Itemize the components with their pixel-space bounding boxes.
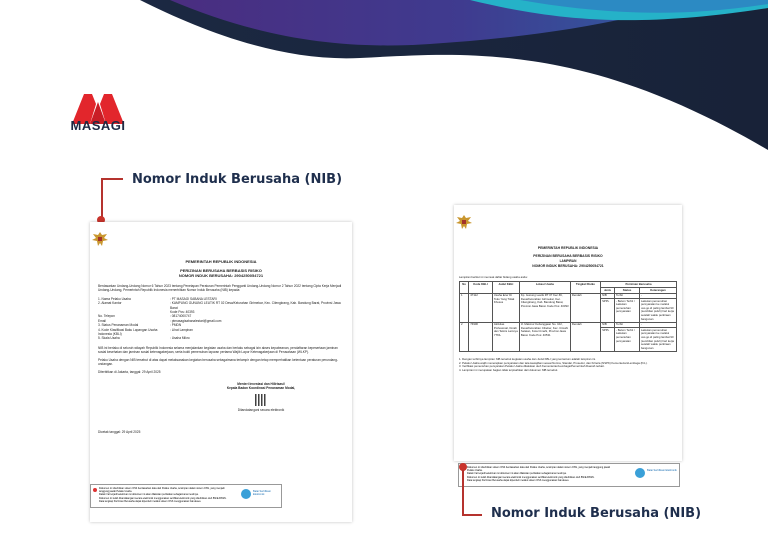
subcol-header: Status: [615, 288, 640, 294]
footer-logo-text: Balai Sertifikasi Elektronik: [647, 469, 677, 472]
footer-logo-text: Balai Sertifikasi Elektronik: [253, 490, 271, 497]
title-bracket-bottom-vertical: [462, 470, 464, 516]
doc1-fields: [98, 297, 344, 341]
cell-status: - Belum Terbit / Lakukan pemenuhan persyaratan: [615, 299, 640, 323]
subcol-header: Keterangan: [640, 288, 677, 294]
cell-ket: -: [640, 293, 677, 299]
cell-ket: Lakukan pemenuhan persyaratan ke melalui oss.go.id paling lambat 90 (sembilan puluh) hari kerja setelah waktu perkiraan bangunan: [640, 299, 677, 323]
doc1-para-activity: Pelaku Usaha dengan NIB tersebut di atas dapat melaksanakan kegiatan berusaha sebagaimana terlampir dengan tetap memperhatikan ketentuan peraturan perundang-undangan.: [98, 357, 338, 367]
doc1-place-date: Diterbitkan di Jakarta, tanggal: 29 April 2025: [98, 369, 161, 374]
doc1-signed-electronically: Ditandatangani secara elektronik: [237, 407, 285, 412]
col-header: Tingkat Risiko: [570, 282, 600, 293]
cell-lokasi: Jl. Makmur Kebanggaan No. 102, Desa/Kelurahan Cibeber, Kec. Cimahi Selatan, Kota Cimahi, Provinsi Jawa Barat. Kode Pos: 40531: [519, 322, 570, 351]
cell-no: 2: [460, 322, 469, 351]
cell-lokasi: Kp. Gunung Leutik RT 07 Kec.66, Desa/Kelurahan Girimekar, Kec. Cilengkrang, Kab. Bandung Barat, Provinsi Jawa Barat. Kode Pos: 40393: [519, 293, 570, 322]
footer-line: Dalam hal terjadi kekeliruan isi dokumen ini akan dilakukan perbaikan sebagaimana mestinya.: [99, 493, 199, 497]
note-item: 4. Lampiran ini merupakan bagian tidak terpisahkan dari dokumen NIB tersebut.: [459, 367, 559, 372]
kbli-table: [459, 281, 677, 352]
doc2-header-license: PERIZINAN BERUSAHA BERBASIS RISIKO: [533, 254, 603, 258]
doc2-notes: [459, 358, 677, 372]
doc1-header-government: PEMERINTAH REPUBLIK INDONESIA: [185, 259, 257, 264]
cell-ket: Lakukan pemenuhan persyaratan ke melalui oss.go.id paling lambat 90 (sembilan puluh) hari kerja setelah waktu perkiraan bangunan: [640, 328, 677, 352]
doc1-intro: Berdasarkan Undang-Undang Nomor 6 Tahun 2023 tentang Penetapan Peraturan Pemerintah Pengganti Undang-Undang Nomor 2 Tahun 2022 tentang Cipta Kerja Menjadi Undang-Undang, Pemerintah Republik Indonesia menerbitkan Nomor Induk Berusaha (NIB) kepada:: [98, 284, 342, 293]
doc1-para-validity: NIB ini berlaku di seluruh wilayah Republik Indonesia selama menjalankan kegiatan usaha dan berlaku sebagai izin akses kepabeanan, pendaftaran kepesertaan jaminan sosial kesehatan dan jaminan sosial ketenagakerjaan, serta bukti pemenuhan laporan pertama Wajib Lapor Ketenagakerjaan di Perusahaan (WLKP).: [98, 345, 338, 355]
col-header: Judul KBLI: [492, 282, 519, 293]
doc2-lead: Lampiran berikut ini memuat daftar bidang usaha anda:: [459, 275, 528, 279]
field-label: 2. Alamat Kantor: [98, 301, 122, 306]
field-label: 1. Nama Pelaku Usaha: [98, 296, 131, 301]
title-bracket-top-vertical: [101, 178, 103, 220]
footer-line: Dokumen ini diterbitkan sistem OSS berdasarkan data dari Pelaku Usaha, tersimpan dalam sistem OSS, yang menjadi tanggung jawab Pelaku Usaha.: [99, 487, 225, 494]
footer-line: Data lengkap Perizinan Berusaha dapat diperoleh melalui sistem OSS menggunakan hak akses.: [467, 478, 570, 482]
footer-line: Data lengkap Perizinan Berusaha dapat diperoleh melalui sistem OSS menggunakan hak akses.: [99, 499, 202, 503]
doc2-header-nib: NOMOR INDUK BERUSAHA: 2904250054721: [532, 264, 604, 268]
field-value: : PMDN: [170, 323, 182, 328]
cell-kode: 47112: [469, 293, 493, 322]
doc1-signer-title: Menteri Investasi dan Hilirisasi/: [237, 381, 285, 386]
subcol-header: Jenis: [601, 288, 615, 294]
cell-jenis: NIB: [601, 293, 615, 299]
cell-risiko: Rendah: [570, 322, 600, 351]
cell-status: Terbit: [615, 293, 640, 299]
doc1-footer-notice: [90, 484, 282, 508]
cell-status: Terbit: [615, 322, 640, 328]
cell-kode: 74900: [469, 322, 493, 351]
qr-code-icon: [255, 394, 267, 406]
field-label: No. Telepon: [98, 314, 115, 319]
bsre-logo-icon: [241, 489, 251, 499]
field-label: 4. Kode Klasifikasi Baku Lapangan Usaha Indonesia (KBLI): [98, 327, 158, 337]
footer-icon: [93, 488, 97, 492]
field-value: : Lihat Lampiran: [170, 327, 193, 332]
cell-ket: -: [640, 322, 677, 328]
top-section-title: Nomor Induk Berusaha (NIB): [132, 172, 343, 187]
doc1-header-nib: NOMOR INDUK BERUSAHA: 2904250054721: [178, 273, 264, 278]
field-value: : 08174000747: [170, 314, 192, 319]
doc2-header-government: PEMERINTAH REPUBLIK INDONESIA: [537, 246, 599, 250]
cell-risiko: Rendah: [570, 293, 600, 322]
note-item: 2. Pelaku Usaha wajib menerapkan persyaratan dan tata kewajiban sesuai Norma, Standar, Prosedur, dan Kriteria (NSPK) Kementerian/Lembaga (K/L).: [459, 360, 648, 365]
doc1-printed-date: Dicetak tanggal: 29 April 2025: [98, 430, 141, 435]
cell-jenis: SPPL: [601, 299, 615, 323]
cell-no: 1: [460, 293, 469, 322]
garuda-emblem-icon: [90, 230, 110, 248]
brand-name: MASAGI: [70, 118, 126, 133]
bsre-logo-icon: [635, 468, 645, 478]
footer-line: Dalam hal terjadi kekeliruan isi dokumen ini akan dilakukan perbaikan sebagaimana mestinya.: [467, 472, 567, 476]
footer-line: Dokumen ini telah ditandatangani secara elektronik menggunakan sertifikat elektronik yang diterbitkan oleh BSrE-BSSN.: [99, 496, 227, 500]
cell-jenis: SPPL: [601, 328, 615, 352]
garuda-emblem-icon: [454, 213, 474, 231]
title-bracket-top-horizontal: [101, 178, 123, 180]
field-label: 3. Status Penanaman Modal: [98, 323, 139, 328]
title-bracket-bottom-horizontal: [462, 514, 482, 516]
doc2-header-attachment: LAMPIRAN: [559, 259, 577, 263]
footer-line: Dokumen ini diterbitkan sistem OSS berdasarkan data dari Pelaku Usaha, tersimpan dalam sistem OSS, yang menjadi tanggung jawab Pelaku Usaha.: [467, 466, 611, 473]
doc1-header-license: PERIZINAN BERUSAHA BERBASIS RISIKO: [180, 268, 262, 273]
field-label: 5. Skala Usaha: [98, 336, 120, 341]
nib-attachment-document: [454, 205, 682, 461]
footer-line: Dokumen ini telah ditandatangani secara elektronik menggunakan sertifikat elektronik yang diterbitkan oleh BSrE-BSSN.: [467, 475, 595, 479]
col-header: Lokasi Usaha: [519, 282, 570, 293]
doc1-signer-agency: Kepala Badan Koordinasi Penanaman Modal,: [226, 386, 296, 391]
col-header: Perizinan Berusaha: [601, 282, 677, 288]
col-header: Kode KBLI: [469, 282, 493, 293]
field-value: : KAMPUNG GUNUNG LEUTIK RT 02 Desa/Kelurahan Girimekar, Kec. Cilengkrang, Kab. Bandung Barat, Provinsi Jawa Barat: [170, 301, 341, 310]
field-value: : Usaha Mikro: [170, 336, 190, 341]
cell-judul: Usaha Ecer Di Toko Yang Tidak Khusus: [492, 293, 519, 322]
note-item: 3. Verifikasi pemenuhan persyaratan Pelaku Usaha dilakukan oleh Kementerian/Lembaga/Pemerintah Daerah terkait.: [459, 364, 605, 369]
cell-jenis: NIB: [601, 322, 615, 328]
field-label: Email: [98, 318, 106, 323]
field-value: : PT MASAGI SABANA LESTARI: [170, 296, 217, 301]
cell-judul: Aktivitas Profesional, Ilmiah dan Teknis Lainnya YTDL: [492, 322, 519, 351]
cell-status: - Belum Terbit / Lakukan pemenuhan persyaratan: [615, 328, 640, 352]
bottom-section-title: Nomor Induk Berusaha (NIB): [491, 506, 702, 521]
field-value: : ptmasagisabanalestari@gmail.com: [170, 318, 222, 323]
doc2-footer-notice: [458, 463, 680, 487]
nib-document: [90, 222, 352, 522]
note-item: 1. Dengan terbitnya lampiran NIB tersebut kegiatan usaha dan Judul KBLI yang tercantum adalah lampiran ini.: [459, 356, 596, 361]
field-value: Kode Pos: 40393: [170, 310, 195, 315]
col-header: No: [460, 282, 469, 293]
